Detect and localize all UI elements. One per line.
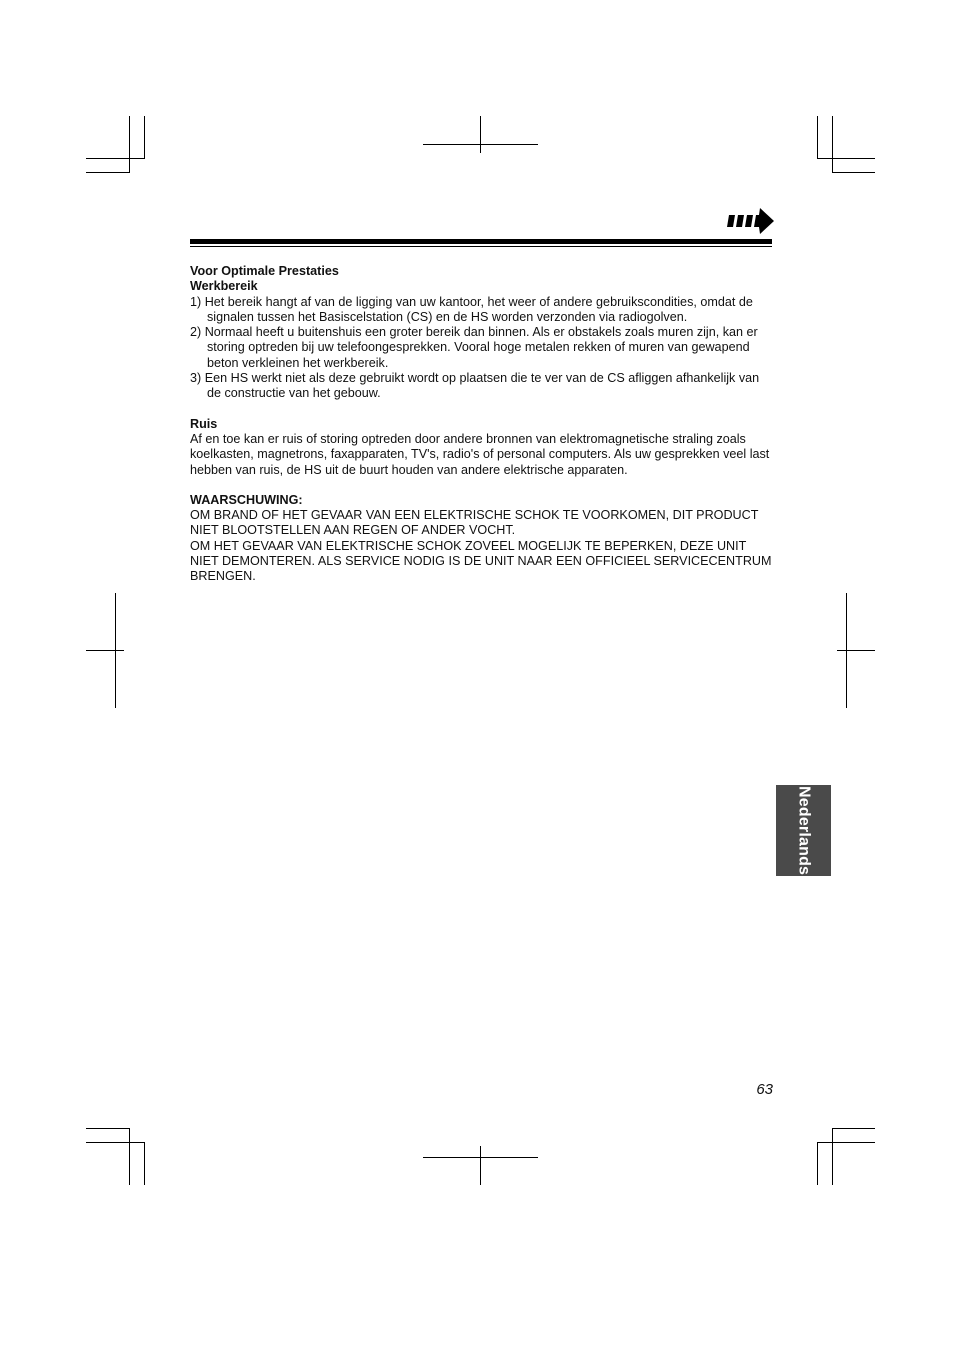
- warning-text: OM HET GEVAAR VAN ELEKTRISCHE SCHOK ZOVEEL MOGELIJK TE BEPERKEN, DEZE UNIT NIET DEMONTEREN. ALS SERVICE NODIG IS DE UNIT NAAR EEN OFFICIEEL SERVICECENTRUM BRENGEN.: [190, 538, 772, 584]
- language-tab: [776, 785, 831, 876]
- warning-text: OM BRAND OF HET GEVAAR VAN EEN ELEKTRISCHE SCHOK TE VOORKOMEN, DIT PRODUCT NIET BLOOTSTELLEN AAN REGEN OF ANDER VOCHT.: [190, 508, 759, 538]
- section-title: Voor Optimale Prestaties: [190, 264, 339, 278]
- page-content: [190, 264, 775, 585]
- header-rule-thin: [190, 246, 772, 247]
- list-item: 3) Een HS werkt niet als deze gebruikt wordt op plaatsen die te ver van de CS afliggen afhankelijk van de constructie van het gebouw.: [190, 371, 760, 401]
- continue-arrow-icon: [726, 207, 774, 235]
- list-item: 1) Het bereik hangt af van de ligging van uw kantoor, het weer of andere gebruikscondities, omdat de signalen tussen het Basiscelstation (CS) en de HS worden verzonden via radiogolven.: [190, 294, 753, 324]
- list-item: 2) Normaal heeft u buitenshuis een groter bereik dan binnen. Als er obstakels zoals muren zijn, kan er storing optreden bij uw telefoongesprekken. Vooral hoge metalen rekken of muren van gewapend beton verkleinen het werkbereik.: [190, 325, 758, 370]
- optimal-performance-section: [190, 264, 775, 402]
- warning-section: [190, 493, 775, 585]
- section-title: Ruis: [190, 416, 218, 431]
- section-subtitle: Werkbereik: [190, 279, 258, 294]
- language-tab-label: Nederlands: [795, 785, 813, 876]
- noise-section: [190, 417, 775, 478]
- header-rule: [190, 239, 772, 244]
- warning-title: WAARSCHUWING:: [190, 492, 303, 507]
- paragraph: Af en toe kan er ruis of storing optreden door andere bronnen van elektromagnetische straling zoals koelkasten, magnetrons, faxapparaten, TV's, radio's of personal computers. Als uw gesprekken veel last hebben van ruis, de HS uit de buurt houden van andere elektrische apparaten.: [190, 431, 770, 477]
- page-number: 63: [756, 1081, 773, 1098]
